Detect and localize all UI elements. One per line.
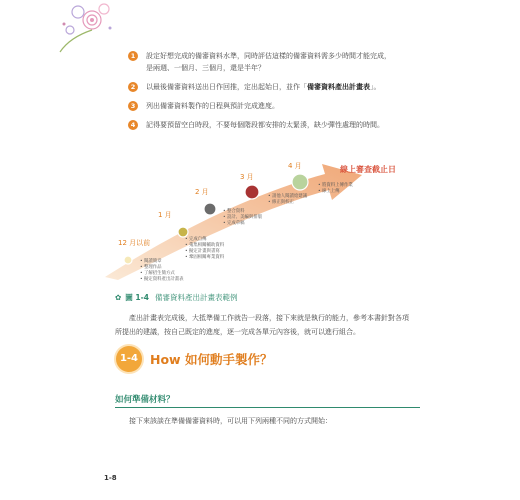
bullet-list <box>128 50 428 138</box>
milestone-task: • 閱讀簡章 <box>140 259 162 264</box>
section-number-badge: 1-4 <box>116 346 142 372</box>
milestone-task: • 整合資料 <box>223 209 245 214</box>
milestone-task: • 擬定計畫與書寫 <box>185 249 220 254</box>
bullet-number-3: 3 <box>128 101 138 111</box>
bullet-item-1 <box>128 50 428 74</box>
milestone-task: • 設計、美編與排版 <box>223 215 263 220</box>
bullet-1-line-1: 設定好想完成的備審資料水準，同時評估這樣的備審資料需多少時間才能完成， <box>146 52 391 60</box>
section-title: How 如何動手製作？ <box>150 352 273 367</box>
milestone-task: • 整理作品 <box>140 265 162 270</box>
bullet-4-text: 記得要預留空白時段，不要每個階段都安排的太緊湊，缺少彈性處理的時間。 <box>146 121 384 129</box>
subheading: 如何準備材料？ <box>115 393 420 408</box>
milestone-task: • 完成自傳 <box>185 237 207 242</box>
milestone-task: • 蒐集相關輔助資料 <box>185 243 225 248</box>
bullet-number-4: 4 <box>128 120 138 130</box>
milestone-task: • 請他人閱讀給建議 <box>268 194 308 199</box>
milestone-task: • 完成草稿 <box>223 221 245 226</box>
bullet-2-pre: 以最後備審資料送出日作回推，定出起始日，並作「 <box>146 83 307 91</box>
milestone-dot <box>178 227 188 237</box>
figure-caption <box>115 292 237 303</box>
bullet-2-strong: 備審資料產出計畫表 <box>307 83 370 91</box>
milestone-label: 12 月以前 <box>118 239 151 247</box>
bullet-item-3 <box>128 100 428 112</box>
bullet-number-1: 1 <box>128 51 138 61</box>
milestone-dot <box>245 185 259 199</box>
milestone-label: 4 月 <box>288 162 302 170</box>
section-heading <box>116 346 272 372</box>
timeline-end-label: 線上審查截止日 <box>340 165 396 174</box>
milestone-task: • 線上上傳 <box>318 189 340 194</box>
bullet-number-2: 2 <box>128 82 138 92</box>
milestone-task: • 將資料上傳作業 <box>318 183 353 188</box>
body-paragraph-2: 接下來該談在準備備審資料時，可以用下列兩種不同的方式開始： <box>129 417 332 425</box>
milestone-dot <box>204 203 216 215</box>
milestone-task: • 了解招生簡方式 <box>140 271 175 276</box>
milestone-task: • 擬定資料產出計畫表 <box>140 277 184 282</box>
milestone-task: • 修正與校正 <box>268 200 294 205</box>
milestone-dot <box>124 256 132 264</box>
flower-icon: ✿ <box>115 293 122 302</box>
milestone-label: 2 月 <box>195 188 209 196</box>
milestone-label: 1 月 <box>158 211 172 219</box>
page-number: 1-8 <box>104 474 117 482</box>
timeline-diagram <box>100 142 430 282</box>
bullet-1-line-2: 是兩週、一個月、三個月，還是半年？ <box>146 64 265 72</box>
bullet-item-2 <box>128 81 428 93</box>
bullet-2-post: 」。 <box>370 83 381 91</box>
milestone-dot <box>292 174 308 190</box>
floral-corner-decoration <box>0 0 120 60</box>
milestone-label: 3 月 <box>240 173 254 181</box>
caption-text: 備審資料產出計畫表範例 <box>154 293 238 302</box>
body-paragraph-1: 產出計畫表完成後，大抵準備工作就告一段落，接下來就是執行的能力，參考本書針對各項所提出的建議，按自己既定的進度，逐一完成各單元內容後，就可以進行組合。 <box>115 314 409 336</box>
milestone-task: • 鞏固相關專業資料 <box>185 255 225 260</box>
bullet-item-4 <box>128 119 428 131</box>
bullet-3-text: 列出備審資料製作的日程與預計完成進度。 <box>146 102 279 110</box>
caption-label: 圖 1-4 <box>125 293 149 302</box>
